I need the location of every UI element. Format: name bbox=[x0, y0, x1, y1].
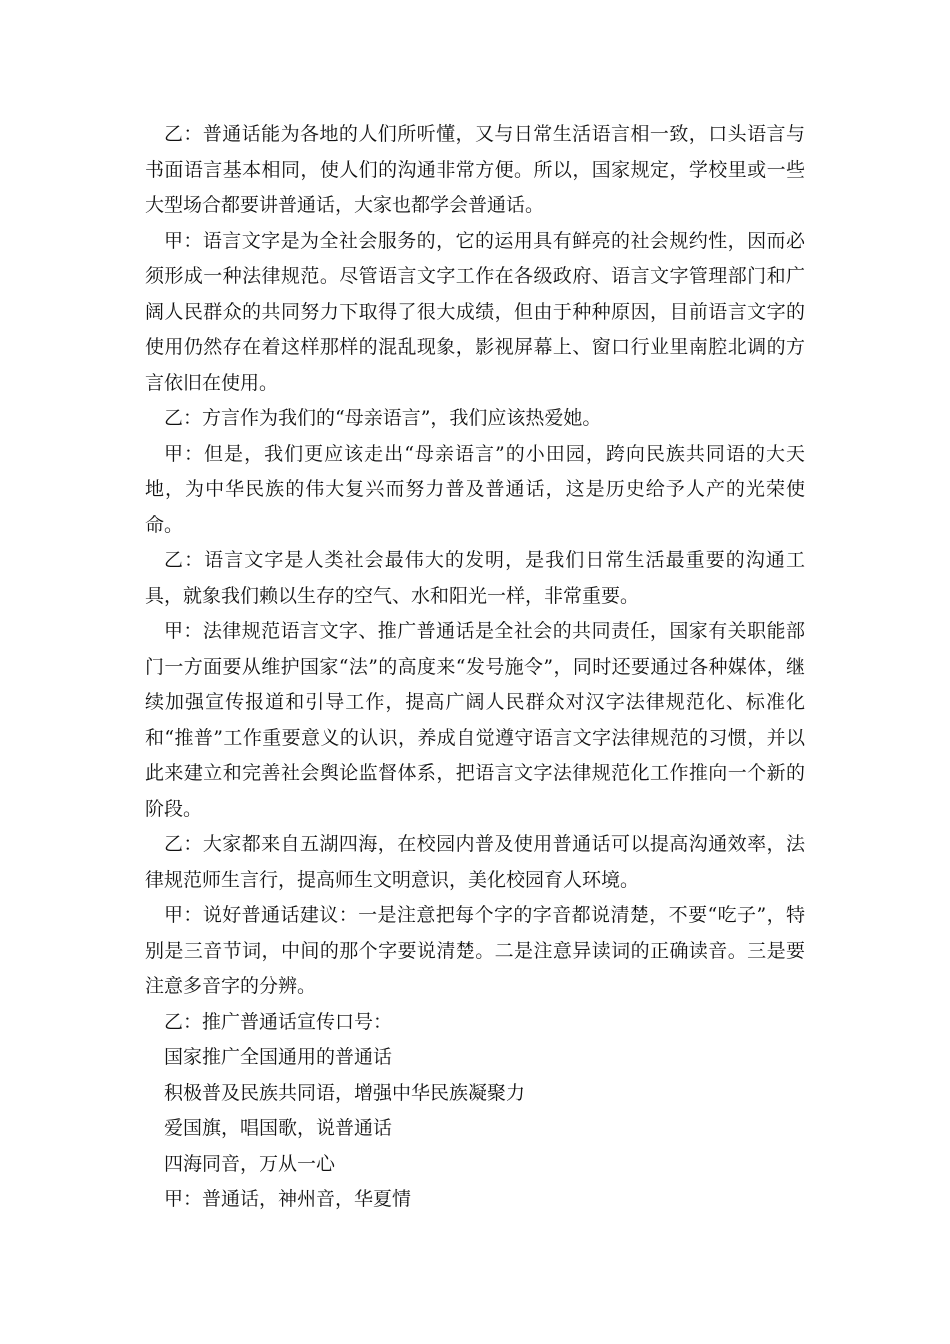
dialogue-paragraph: 乙：推广普通话宣传口号： bbox=[164, 1010, 393, 1033]
dialogue-paragraph: 乙：普通话能为各地的人们所听懂，又与日常生活语言相一致，口头语言与书面语言基本相同，使人们的沟通非常方便。所以，国家规定，学校里或一些大型场合都要讲普通话，大家也都学会普通话。 bbox=[145, 123, 805, 216]
dialogue-paragraph: 甲：语言文字是为全社会服务的，它的运用具有鲜亮的社会规约性，因而必须形成一种法律规范。尽管语言文字工作在各级政府、语言文字管理部门和广阔人民群众的共同努力下取得了很大成绩，但由于种种原因，目前语言文字的使用仍然存在着这样那样的混乱现象，影视屏幕上、窗口行业里南腔北调的方言依旧在使用。 bbox=[145, 229, 805, 394]
slogan-line: 四海同音，万从一心 bbox=[164, 1152, 336, 1175]
dialogue-paragraph: 甲：说好普通话建议：一是注意把每个字的字音都说清楚，不要“吃子”，特别是三音节词，中间的那个字要说清楚。二是注意异读词的正确读音。三是要注意多音字的分辨。 bbox=[145, 904, 805, 997]
document-body bbox=[145, 117, 805, 1218]
dialogue-paragraph: 甲：但是，我们更应该走出“母亲语言”的小田园，跨向民族共同语的大天地，为中华民族的伟大复兴而努力普及普通话，这是历史给予人产的光荣使命。 bbox=[145, 442, 805, 536]
slogan-line: 爱国旗，唱国歌，说普通话 bbox=[164, 1117, 393, 1139]
dialogue-paragraph: 乙：语言文字是人类社会最伟大的发明，是我们日常生活最重要的沟通工具，就象我们赖以生存的空气、水和阳光一样，非常重要。 bbox=[145, 549, 805, 607]
slogan-line: 甲：普通话，神州音，华夏情 bbox=[164, 1188, 412, 1210]
dialogue-paragraph: 乙：方言作为我们的“母亲语言”，我们应该热爱她。 bbox=[164, 407, 602, 429]
dialogue-paragraph: 乙：大家都来自五湖四海，在校园内普及使用普通话可以提高沟通效率，法律规范师生言行，提高师生文明意识，美化校园育人环境。 bbox=[145, 833, 805, 891]
slogan-line: 国家推广全国通用的普通话 bbox=[164, 1046, 393, 1068]
dialogue-paragraph: 甲：法律规范语言文字、推广普通话是全社会的共同责任，国家有关职能部门一方面要从维护国家“法”的高度来“发号施令”，同时还要通过各种媒体，继续加强宣传报道和引导工作，提高广阔人民群众对汉字法律规范化、标准化和“推普”工作重要意义的认识，养成自觉遵守语言文字法律规范的习惯，并以此来建立和完善社会舆论监督体系，把语言文字法律规范化工作推向一个新的阶段。 bbox=[145, 620, 805, 820]
slogan-line: 积极普及民族共同语，增强中华民族凝聚力 bbox=[164, 1081, 526, 1104]
